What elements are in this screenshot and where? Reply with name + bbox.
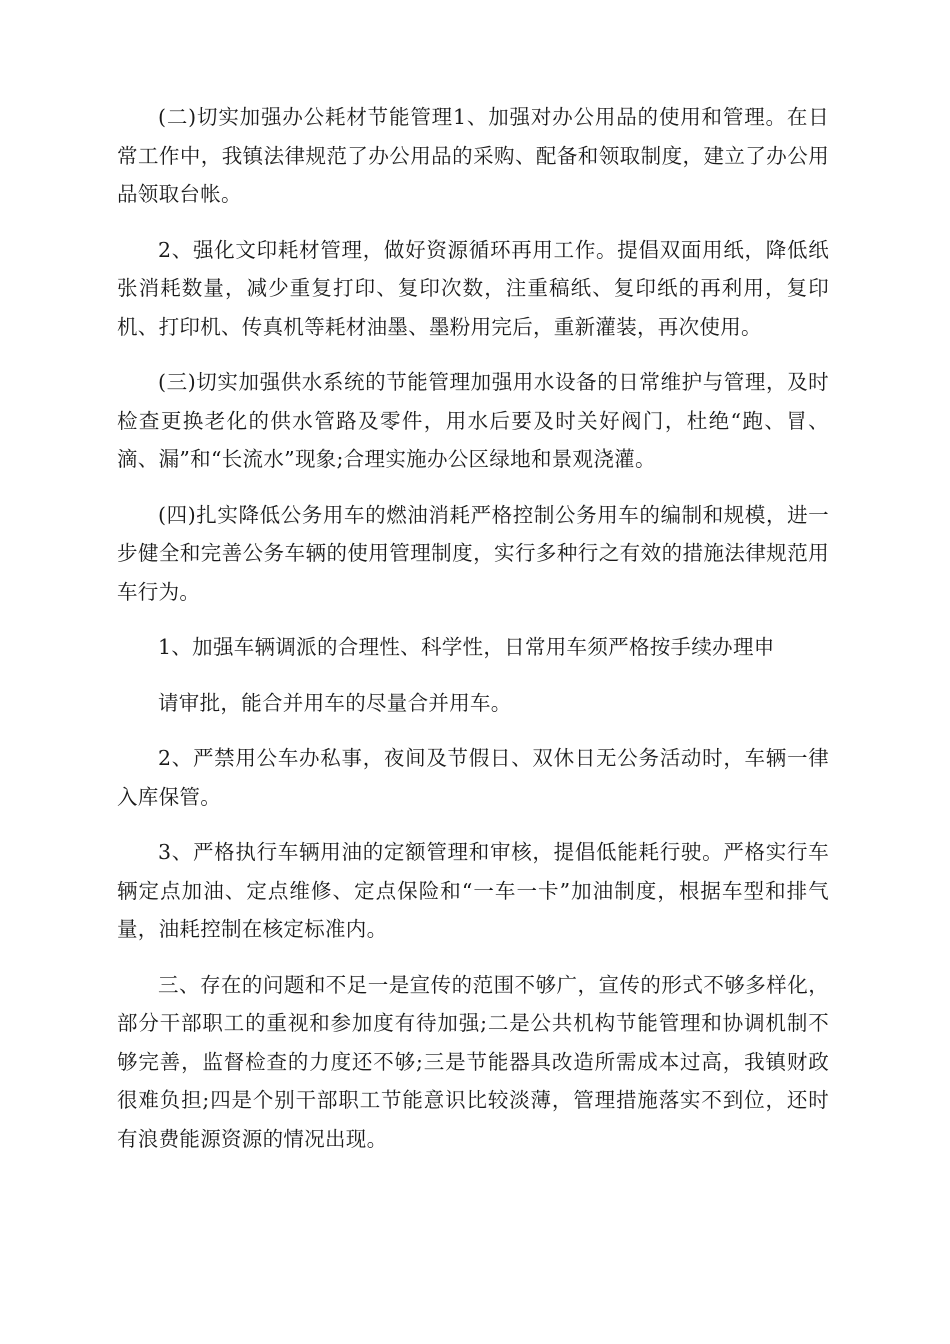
paragraph-office-supplies: (二)切实加强办公耗材节能管理1、加强对办公用品的使用和管理。在日常工作中，我镇法律规范了办公用品的采购、配备和领取制度，建立了办公用品领取台帐。 [117, 105, 829, 206]
document-page [117, 98, 829, 1175]
paragraph-vehicle-approval: 请审批，能合并用车的尽量合并用车。 [158, 690, 512, 715]
paragraph-vehicle-dispatch: 1、加强车辆调派的合理性、科学性，日常用车须严格按手续办理申 [158, 635, 775, 659]
paragraph-printing-consumables: 2、强化文印耗材管理，做好资源循环再用工作。提倡双面用纸，降低纸张消耗数量，减少重复打印、复印次数，注重稿纸、复印纸的再利用，复印机、打印机、传真机等耗材油墨、墨粉用完后，重新灌装，再次使用。 [117, 237, 829, 339]
paragraph-water-supply: (三)切实加强供水系统的节能管理加强用水设备的日常维护与管理，及时检查更换老化的供水管路及零件，用水后要及时关好阀门，杜绝“跑、冒、滴、漏”和“长流水”现象;合理实施办公区绿地和景观浇灌。 [117, 370, 829, 471]
paragraph-vehicle-fuel: (四)扎实降低公务用车的燃油消耗严格控制公务用车的编制和规模，进一步健全和完善公务车辆的使用管理制度，实行多种行之有效的措施法律规范用车行为。 [117, 502, 829, 604]
paragraph-fuel-quota: 3、严格执行车辆用油的定额管理和审核，提倡低能耗行驶。严格实行车辆定点加油、定点维修、定点保险和“一车一卡”加油制度，根据车型和排气量，油耗控制在核定标准内。 [117, 840, 829, 941]
paragraph-problems: 三、存在的问题和不足一是宣传的范围不够广，宣传的形式不够多样化，部分干部职工的重视和参加度有待加强;二是公共机构节能管理和协调机制不够完善，监督检查的力度还不够;三是节能器具改造所需成本过高，我镇财政很难负担;四是个别干部职工节能意识比较淡薄，管理措施落实不到位，还时有浪费能源资源的情况出现。 [117, 972, 829, 1151]
paragraph-private-use-ban: 2、严禁用公车办私事，夜间及节假日、双休日无公务活动时，车辆一律入库保管。 [117, 746, 829, 809]
